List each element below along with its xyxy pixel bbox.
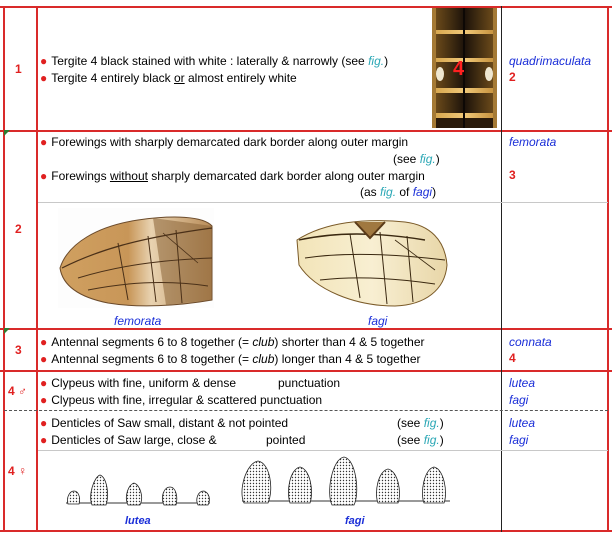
- corner-mark: [4, 328, 10, 334]
- key-line: ● Antennal segments 6 to 8 together (= club) longer than 4 & 5 together: [40, 352, 421, 366]
- wing-photo-femorata: [58, 208, 214, 308]
- key-line: ● Clypeus with fine, irregular & scattered punctuation: [40, 393, 323, 407]
- as-fig-ref: (as fig. of fagi): [360, 185, 437, 199]
- bullet: ●: [40, 352, 48, 366]
- key-line-suffix: punctuation: [278, 376, 341, 390]
- result-couplet[interactable]: 2: [509, 70, 516, 84]
- saw-drawing: [60, 455, 460, 515]
- result-species[interactable]: fagi: [509, 393, 529, 407]
- row-divider: [0, 328, 612, 330]
- saw-illustration: [60, 455, 460, 515]
- result-species[interactable]: femorata: [509, 135, 557, 149]
- row-divider: [0, 370, 612, 372]
- see-fig-ref: (see fig.): [393, 152, 440, 166]
- key-line: ● Forewings with sharply demarcated dark border along outer margin: [40, 135, 409, 149]
- bullet: ●: [40, 376, 48, 390]
- tergite-label: 4: [453, 58, 465, 80]
- saw-caption: fagi: [345, 515, 365, 527]
- wing-caption: fagi: [368, 314, 388, 328]
- row-subdivider: [38, 450, 608, 451]
- bullet: ●: [40, 433, 48, 447]
- wing-caption: femorata: [114, 314, 162, 328]
- table-top-border: [0, 6, 612, 8]
- couplet-number: 4 ♀: [8, 464, 28, 478]
- key-line-suffix: pointed: [266, 433, 306, 447]
- bullet: ●: [40, 393, 48, 407]
- wing-photo-fagi: [295, 210, 449, 308]
- fig-link[interactable]: fig.: [380, 185, 397, 199]
- result-species[interactable]: quadrimaculata: [509, 54, 592, 68]
- wing-illustration: [295, 210, 449, 308]
- bullet: ●: [40, 54, 48, 68]
- sex-divider: [4, 410, 608, 411]
- fig-link[interactable]: fig.: [423, 433, 440, 447]
- abdomen-illustration: [432, 8, 497, 128]
- key-line: ● Denticles of Saw large, close &: [40, 433, 217, 447]
- key-line: ● Denticles of Saw small, distant & not pointed: [40, 416, 289, 430]
- row-divider: [0, 130, 612, 132]
- result-couplet[interactable]: 3: [509, 168, 516, 182]
- row-subdivider: [38, 202, 608, 203]
- key-line: ● Tergite 4 entirely black or almost entirely white: [40, 71, 297, 85]
- result-species[interactable]: lutea: [509, 376, 536, 390]
- result-couplet[interactable]: 4: [509, 351, 516, 365]
- bullet: ●: [40, 169, 48, 183]
- fig-link[interactable]: fig.: [419, 152, 436, 166]
- couplet-number: 1: [15, 62, 22, 76]
- see-fig-ref: (see fig.): [397, 416, 444, 430]
- result-species[interactable]: connata: [509, 335, 552, 349]
- corner-mark: [4, 130, 10, 136]
- bullet: ●: [40, 135, 48, 149]
- wing-illustration: [58, 208, 214, 308]
- bullet: ●: [40, 335, 48, 349]
- bullet: ●: [40, 416, 48, 430]
- key-line: ● Antennal segments 6 to 8 together (= club) shorter than 4 & 5 together: [40, 335, 425, 349]
- table-left-border: [3, 6, 5, 532]
- result-species[interactable]: fagi: [509, 433, 529, 447]
- bullet: ●: [40, 71, 48, 85]
- see-fig-ref: (see fig.): [397, 433, 444, 447]
- fig-link[interactable]: fig.: [368, 54, 385, 68]
- table-right-border: [607, 6, 609, 532]
- key-line: ● Tergite 4 black stained with white : laterally & narrowly (see fig.): [40, 54, 389, 68]
- key-line: ● Clypeus with fine, uniform & dense: [40, 376, 237, 390]
- couplet-number: 3: [15, 343, 22, 357]
- saw-caption: lutea: [125, 515, 151, 527]
- column-divider: [501, 6, 502, 532]
- key-line: ● Forewings without sharply demarcated dark border along outer margin: [40, 169, 425, 183]
- fig-link[interactable]: fig.: [423, 416, 440, 430]
- abdomen-photo: [432, 8, 497, 128]
- column-divider: [36, 6, 38, 532]
- table-bottom-border: [0, 530, 612, 532]
- result-species[interactable]: lutea: [509, 416, 536, 430]
- couplet-number: 2: [15, 222, 22, 236]
- couplet-number: 4 ♂: [8, 384, 28, 398]
